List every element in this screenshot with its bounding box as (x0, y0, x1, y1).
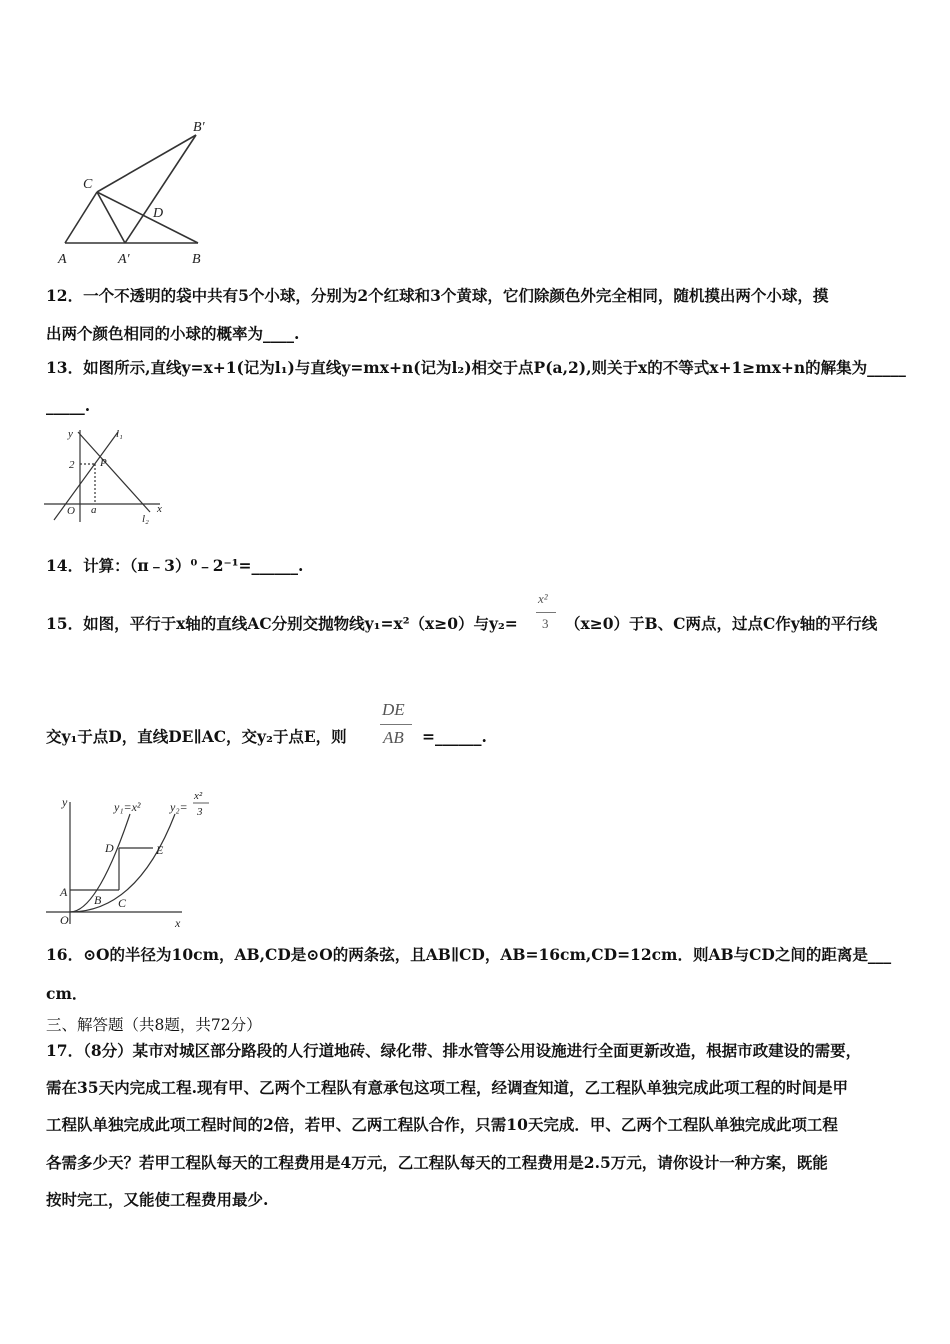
label-C: C (83, 177, 93, 192)
label-y1: y₁=x² (114, 800, 141, 814)
q15-y2-numerator: x² (538, 591, 548, 606)
question-17-line-4: 各需多少天？若甲工程队每天的工程费用是4万元，乙工程队每天的工程费用是2.5万元，请你设计一种方案，既能 (46, 1153, 828, 1172)
segment-CB-prime (97, 135, 196, 192)
segment-AC (65, 192, 97, 243)
figure-parabolas (42, 784, 222, 932)
question-13-line-2: _____. (46, 396, 91, 415)
question-15-line-2-part-2: =______. (422, 727, 487, 746)
q15-y2-fraction-bar (536, 612, 556, 613)
question-15-line-1-part-2: （x≥0）于B、C两点，过点C作y轴的平行线 (565, 614, 878, 633)
question-15-line-2-part-1: 交y₁于点D，直线DE∥AC，交y₂于点E，则 (46, 727, 347, 746)
question-17-line-3: 工程队单独完成此项工程时间的2倍，若甲、乙两工程队合作，只需10天完成．甲、乙两个工程队单独完成此项工程 (46, 1115, 838, 1134)
question-12-line-1: 12．一个不透明的袋中共有5个小球，分别为2个红球和3个黄球，它们除颜色外完全相同，随机摸出两个小球，摸 (46, 286, 829, 305)
question-16-line-2: cm． (46, 984, 88, 1003)
question-14: 14．计算：（π﹣3）⁰﹣2⁻¹=______. (46, 556, 304, 575)
label-D: D (153, 206, 164, 221)
figure-two-lines (42, 424, 172, 529)
label-A: A (60, 885, 68, 899)
label-y: y (62, 795, 68, 809)
label-y2: y₂= (170, 800, 188, 814)
q15-ratio-fraction-bar (380, 724, 412, 725)
question-17-line-1: 17．（8分）某市对城区部分路段的人行道地砖、绿化带、排水管等公用设施进行全面更新改造，根据市政建设的需要， (46, 1041, 862, 1060)
label-O: O (67, 505, 75, 517)
label-B: B (94, 893, 102, 907)
label-2: 2 (69, 459, 75, 471)
label-B-prime: B′ (193, 120, 205, 135)
label-B: B (192, 252, 201, 267)
line-l1 (54, 432, 118, 520)
question-16-line-1: 16．⊙O的半径为10cm，AB,CD是⊙O的两条弦，且AB∥CD，AB=16cm,CD=12cm．则AB与CD之间的距离是___ (46, 945, 892, 964)
label-O: O (60, 913, 69, 927)
segment-A-prime-B-prime (125, 135, 196, 243)
label-C: C (118, 896, 127, 910)
question-17-line-5: 按时完工，又能使工程费用最少. (46, 1190, 269, 1209)
label-P: P (100, 457, 107, 469)
label-x: x (175, 916, 181, 930)
label-x: x (157, 503, 162, 515)
segment-CB (97, 192, 198, 243)
figure-triangle-rotation (50, 115, 230, 270)
section-3-title: 三、解答题（共8题，共72分） (46, 1016, 262, 1034)
label-D: D (105, 841, 114, 855)
label-y2-numerator: x² (194, 790, 203, 802)
label-y2-denominator: 3 (197, 806, 203, 818)
q15-y2-denominator: 3 (542, 616, 549, 631)
question-17-line-2: 需在35天内完成工程.现有甲、乙两个工程队有意承包这项工程，经调查知道，乙工程队单独完成此项工程的时间是甲 (46, 1078, 848, 1097)
label-A: A (58, 252, 67, 267)
q15-ratio-denominator: AB (383, 728, 404, 747)
label-l1: l₁ (116, 428, 123, 440)
q15-ratio-numerator: DE (382, 700, 405, 719)
question-13-line-1: 13．如图所示,直线y=x+1(记为l₁)与直线y=mx+n(记为l₂)相交于点P(a,2),则关于x的不等式x+1≥mx+n的解集为_____ (46, 358, 906, 377)
label-E: E (156, 843, 164, 857)
label-A-prime: A′ (118, 252, 130, 267)
label-y: y (68, 428, 73, 440)
label-l2: l₂ (142, 513, 149, 525)
label-a: a (91, 504, 97, 516)
question-12-line-2: 出两个颜色相同的小球的概率为____. (46, 324, 300, 343)
question-15-line-1-part-1: 15．如图，平行于x轴的直线AC分别交抛物线y₁=x²（x≥0）与y₂= (46, 614, 518, 633)
